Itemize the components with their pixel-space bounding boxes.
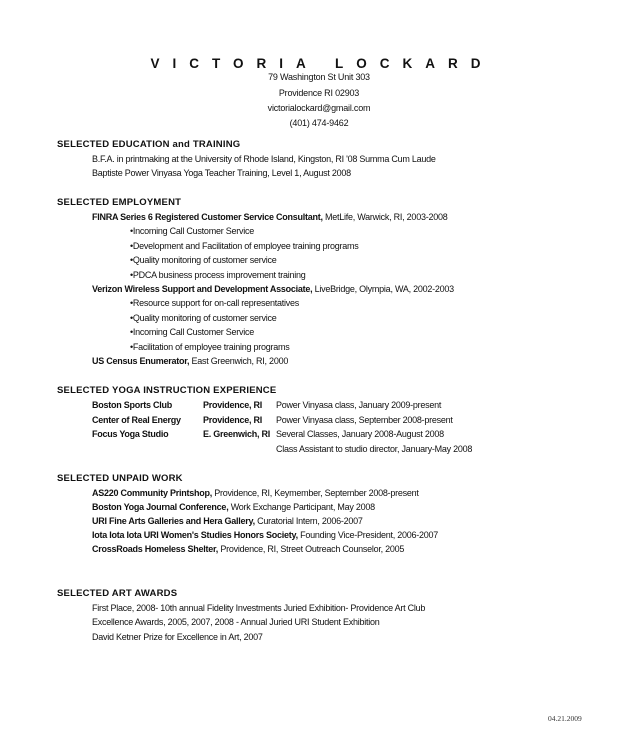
unpaid-detail: Providence, RI, Street Outreach Counselor, 2005 xyxy=(218,544,405,554)
unpaid-detail: Curatorial Intern, 2006-2007 xyxy=(254,516,363,526)
job-entry xyxy=(92,284,454,294)
job-bullet: • Development and Facilitation of employee training programs xyxy=(130,241,359,251)
job-detail: East Greenwich, RI, 2000 xyxy=(189,356,289,366)
job-title: Verizon Wireless Support and Development Associate, xyxy=(92,284,313,294)
education-item: B.F.A. in printmaking at the University of Rhode Island, Kingston, RI '08 Summa Cum Laude xyxy=(92,154,436,164)
job-bullet: • Resource support for on-call representatives xyxy=(130,298,299,308)
unpaid-item xyxy=(92,502,375,512)
yoga-description: Class Assistant to studio director, January-May 2008 xyxy=(276,444,473,454)
job-bullet: • PDCA business process improvement training xyxy=(130,270,306,280)
yoga-location: Providence, RI xyxy=(203,415,263,425)
job-entry xyxy=(92,212,447,222)
footer-date: 04.21.2009 xyxy=(548,714,582,723)
employment-heading: SELECTED EMPLOYMENT xyxy=(57,197,182,208)
yoga-studio: Boston Sports Club xyxy=(92,400,172,410)
phone-number: (401) 474-9462 xyxy=(289,118,349,128)
award-item: Excellence Awards, 2005, 2007, 2008 - Annual Juried URI Student Exhibition xyxy=(92,617,380,627)
awards-heading: SELECTED ART AWARDS xyxy=(57,588,178,599)
address-line-1: 79 Washington St Unit 303 xyxy=(268,72,370,82)
job-detail: MetLife, Warwick, RI, 2003-2008 xyxy=(322,212,448,222)
award-item: David Ketner Prize for Excellence in Art, 2007 xyxy=(92,632,263,642)
unpaid-detail: Founding Vice-President, 2006-2007 xyxy=(297,530,439,540)
resume-name: VICTORIA LOCKARD xyxy=(150,56,494,71)
education-item: Baptiste Power Vinyasa Yoga Teacher Training, Level 1, August 2008 xyxy=(92,168,351,178)
yoga-description: Power Vinyasa class, January 2009-present xyxy=(276,400,442,410)
job-detail: LiveBridge, Olympia, WA, 2002-2003 xyxy=(312,284,454,294)
job-bullet: • Facilitation of employee training programs xyxy=(130,342,290,352)
unpaid-item xyxy=(92,488,419,498)
unpaid-title: URI Fine Arts Galleries and Hera Gallery, xyxy=(92,516,255,526)
yoga-location: Providence, RI xyxy=(203,400,263,410)
unpaid-detail: Work Exchange Participant, May 2008 xyxy=(228,502,375,512)
unpaid-title: Boston Yoga Journal Conference, xyxy=(92,502,229,512)
job-title: US Census Enumerator, xyxy=(92,356,190,366)
unpaid-heading: SELECTED UNPAID WORK xyxy=(57,473,183,484)
yoga-description: Several Classes, January 2008-August 2008 xyxy=(276,429,444,439)
education-heading: SELECTED EDUCATION and TRAINING xyxy=(57,139,241,150)
job-bullet: • Quality monitoring of customer service xyxy=(130,255,276,265)
award-item: First Place, 2008- 10th annual Fidelity Investments Juried Exhibition- Providence Art Club xyxy=(92,603,426,613)
unpaid-item xyxy=(92,530,438,540)
unpaid-title: CrossRoads Homeless Shelter, xyxy=(92,544,219,554)
job-entry xyxy=(92,356,288,366)
job-bullet: • Incoming Call Customer Service xyxy=(130,226,254,236)
yoga-studio: Focus Yoga Studio xyxy=(92,429,169,439)
job-title: FINRA Series 6 Registered Customer Service Consultant, xyxy=(92,212,323,222)
yoga-heading: SELECTED YOGA INSTRUCTION EXPERIENCE xyxy=(57,385,277,396)
yoga-studio: Center of Real Energy xyxy=(92,415,181,425)
unpaid-item xyxy=(92,544,404,554)
unpaid-item xyxy=(92,516,363,526)
address-line-2: Providence RI 02903 xyxy=(278,88,360,98)
job-bullet: • Quality monitoring of customer service xyxy=(130,313,276,323)
email-address: victorialockard@gmail.com xyxy=(267,103,371,113)
yoga-description: Power Vinyasa class, September 2008-present xyxy=(276,415,453,425)
job-bullet: • Incoming Call Customer Service xyxy=(130,327,254,337)
unpaid-title: AS220 Community Printshop, xyxy=(92,488,213,498)
unpaid-title: Iota Iota Iota URI Women's Studies Honors Society, xyxy=(92,530,298,540)
yoga-location: E. Greenwich, RI xyxy=(203,429,271,439)
unpaid-detail: Providence, RI, Keymember, September 2008-present xyxy=(212,488,419,498)
